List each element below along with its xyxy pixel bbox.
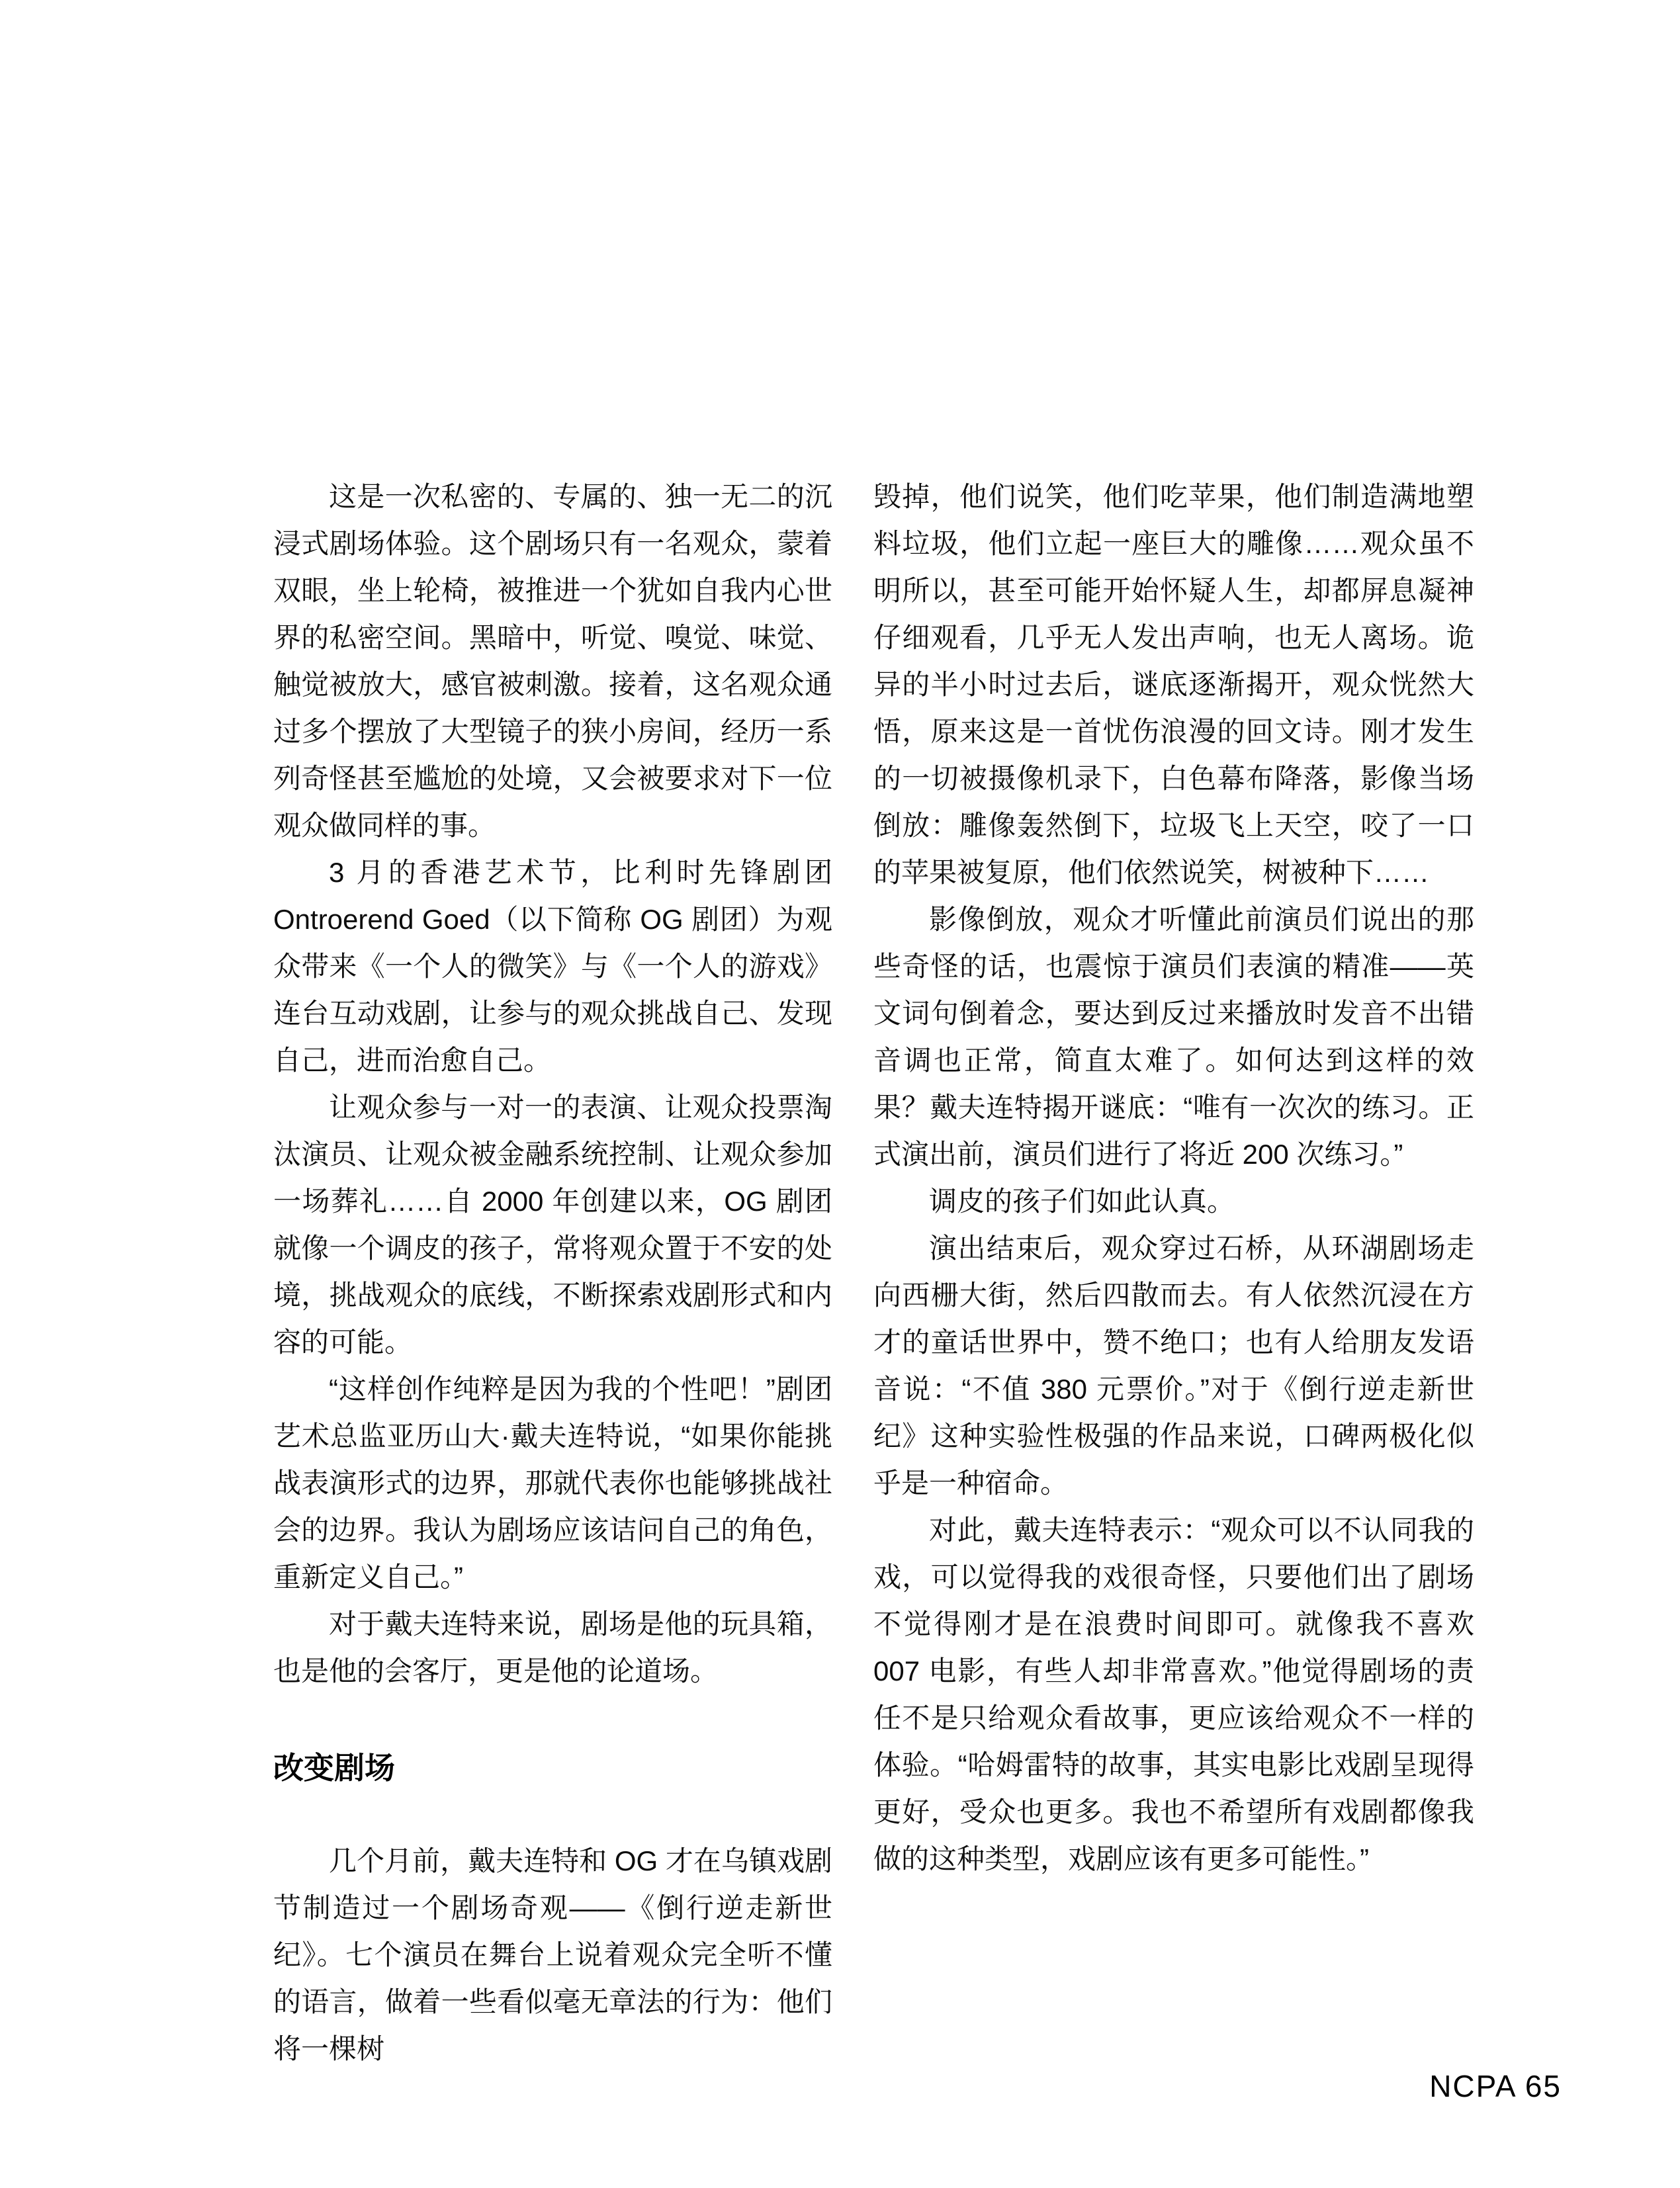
page-number: NCPA 65 — [1429, 2069, 1562, 2103]
paragraph: “这样创作纯粹是因为我的个性吧！”剧团艺术总监亚历山大·戴夫连特说，“如果你能挑战表演形式的边界，那就代表你也能够挑战社会的边界。我认为剧场应该诘问自己的角色，重新定义自己。” — [273, 1374, 832, 1593]
paragraph: 3 月的香港艺术节，比利时先锋剧团 Ontroerend Goed（以下简称 OG 剧团）为观众带来《一个人的微笑》与《一个人的游戏》连台互动戏剧，让参与的观众挑战自己、发现自己，进而治愈自己。 — [273, 857, 832, 1076]
paragraph: 几个月前，戴夫连特和 OG 才在乌镇戏剧节制造过一个剧场奇观——《倒行逆走新世纪》。七个演员在舞台上说着观众完全听不懂的语言，做着一些看似毫无章法的行为：他们将一棵树 — [273, 1845, 832, 2064]
paragraph: 让观众参与一对一的表演、让观众投票淘汰演员、让观众被金融系统控制、让观众参加一场葬礼……自 2000 年创建以来，OG 剧团就像一个调皮的孩子，常将观众置于不安的处境，挑战观众的底线，不断探索戏剧形式和内容的可能。 — [273, 1092, 832, 1358]
article-body — [273, 473, 1474, 2072]
paragraph: 这是一次私密的、专属的、独一无二的沉浸式剧场体验。这个剧场只有一名观众，蒙着双眼，坐上轮椅，被推进一个犹如自我内心世界的私密空间。黑暗中，听觉、嗅觉、味觉、触觉被放大，感官被刺激。接着，这名观众通过多个摆放了大型镜子的狭小房间，经历一系列奇怪甚至尴尬的处境，又会被要求对下一位观众做同样的事。 — [273, 481, 832, 841]
left-column — [273, 473, 832, 2072]
paragraph: 影像倒放，观众才听懂此前演员们说出的那些奇怪的话，也震惊于演员们表演的精准——英文词句倒着念，要达到反过来播放时发音不出错音调也正常，简直太难了。如何达到这样的效果？戴夫连特揭开谜底：“唯有一次次的练习。正式演出前，演员们进行了将近 200 次练习。” — [873, 904, 1474, 1170]
paragraph: 调皮的孩子们如此认真。 — [929, 1186, 1235, 1217]
section-heading: 改变剧场 — [273, 1751, 395, 1785]
paragraph: 对于戴夫连特来说，剧场是他的玩具箱，也是他的会客厅，更是他的论道场。 — [273, 1608, 832, 1686]
paragraph-continuation: 毁掉，他们说笑，他们吃苹果，他们制造满地塑料垃圾，他们立起一座巨大的雕像……观众虽不明所以，甚至可能开始怀疑人生，却都屏息凝神仔细观看，几乎无人发出声响，也无人离场。诡异的半小时过去后，谜底逐渐揭开，观众恍然大悟，原来这是一首忧伤浪漫的回文诗。刚才发生的一切被摄像机录下，白色幕布降落，影像当场倒放：雕像轰然倒下，垃圾飞上天空，咬了一口的苹果被复原，他们依然说笑，树被种下…… — [873, 481, 1474, 888]
paragraph: 演出结束后，观众穿过石桥，从环湖剧场走向西栅大街，然后四散而去。有人依然沉浸在方才的童话世界中，赞不绝口；也有人给朋友发语音说：“不值 380 元票价。”对于《倒行逆走新世纪》这种实验性极强的作品来说，口碑两极化似乎是一种宿命。 — [873, 1233, 1474, 1499]
paragraph: 对此，戴夫连特表示：“观众可以不认同我的戏，可以觉得我的戏很奇怪，只要他们出了剧场不觉得刚才是在浪费时间即可。就像我不喜欢 007 电影，有些人却非常喜欢。”他觉得剧场的责任不是只给观众看故事，更应该给观众不一样的体验。“哈姆雷特的故事，其实电影比戏剧呈现得更好，受众也更多。我也不希望所有戏剧都像我做的这种类型，戏剧应该有更多可能性。” — [873, 1514, 1474, 1874]
right-column — [873, 473, 1474, 1882]
